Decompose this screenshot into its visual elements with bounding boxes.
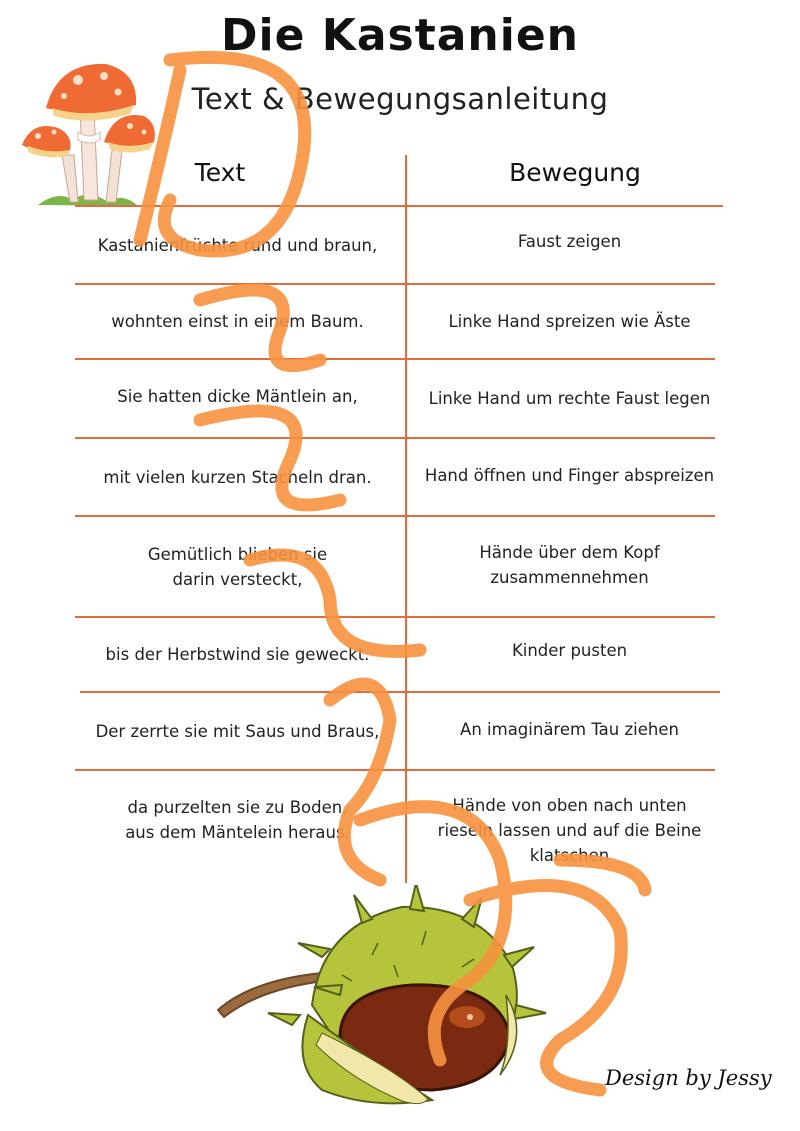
design-by-jessy-signature: Design by Jessy	[605, 1066, 772, 1090]
table-row-movement: Hand öffnen und Finger abspreizen	[424, 465, 715, 485]
table-row-movement: Linke Hand spreizen wie Äste	[448, 312, 691, 331]
table-row-movement: An imaginärem Tau ziehen	[460, 719, 679, 739]
table-row-text: mit vielen kurzen Stacheln dran.	[103, 467, 372, 487]
page-title: Die Kastanien	[220, 10, 580, 61]
column-header-text: Text	[194, 158, 246, 187]
table-row-text: wohnten einst in einem Baum.	[111, 312, 364, 331]
page-subtitle: Text & Bewegungsanleitung	[191, 82, 609, 116]
table-row-movement: Linke Hand um rechte Faust legen	[428, 388, 711, 408]
table-row-text: bis der Herbstwind sie geweckt.	[105, 645, 370, 664]
table-row-text: Gemütlich blieben sie darin versteckt,	[147, 544, 328, 589]
table-row-text: da purzelten sie zu Boden, aus dem Mäntelein heraus.	[125, 798, 350, 842]
table-row-text: Sie hatten dicke Mäntlein an,	[117, 386, 358, 406]
column-header-bewegung: Bewegung	[509, 158, 641, 187]
table-row-movement: Hände von oben nach unten rieseln lassen und auf die Beine klatschen	[437, 795, 702, 865]
table-row-text: Kastanienfrüchte rund und braun,	[97, 235, 378, 255]
table-row-text: Der zerrte sie mit Saus und Braus,	[95, 721, 380, 741]
chestnut-illustration	[212, 885, 557, 1130]
table-row-movement: Hände über dem Kopf zusammennehmen	[479, 542, 660, 587]
table-row-movement: Kinder pusten	[511, 641, 628, 660]
table-row-movement: Faust zeigen	[517, 231, 622, 251]
row-divider	[75, 769, 715, 771]
mushroom-illustration	[18, 50, 168, 210]
